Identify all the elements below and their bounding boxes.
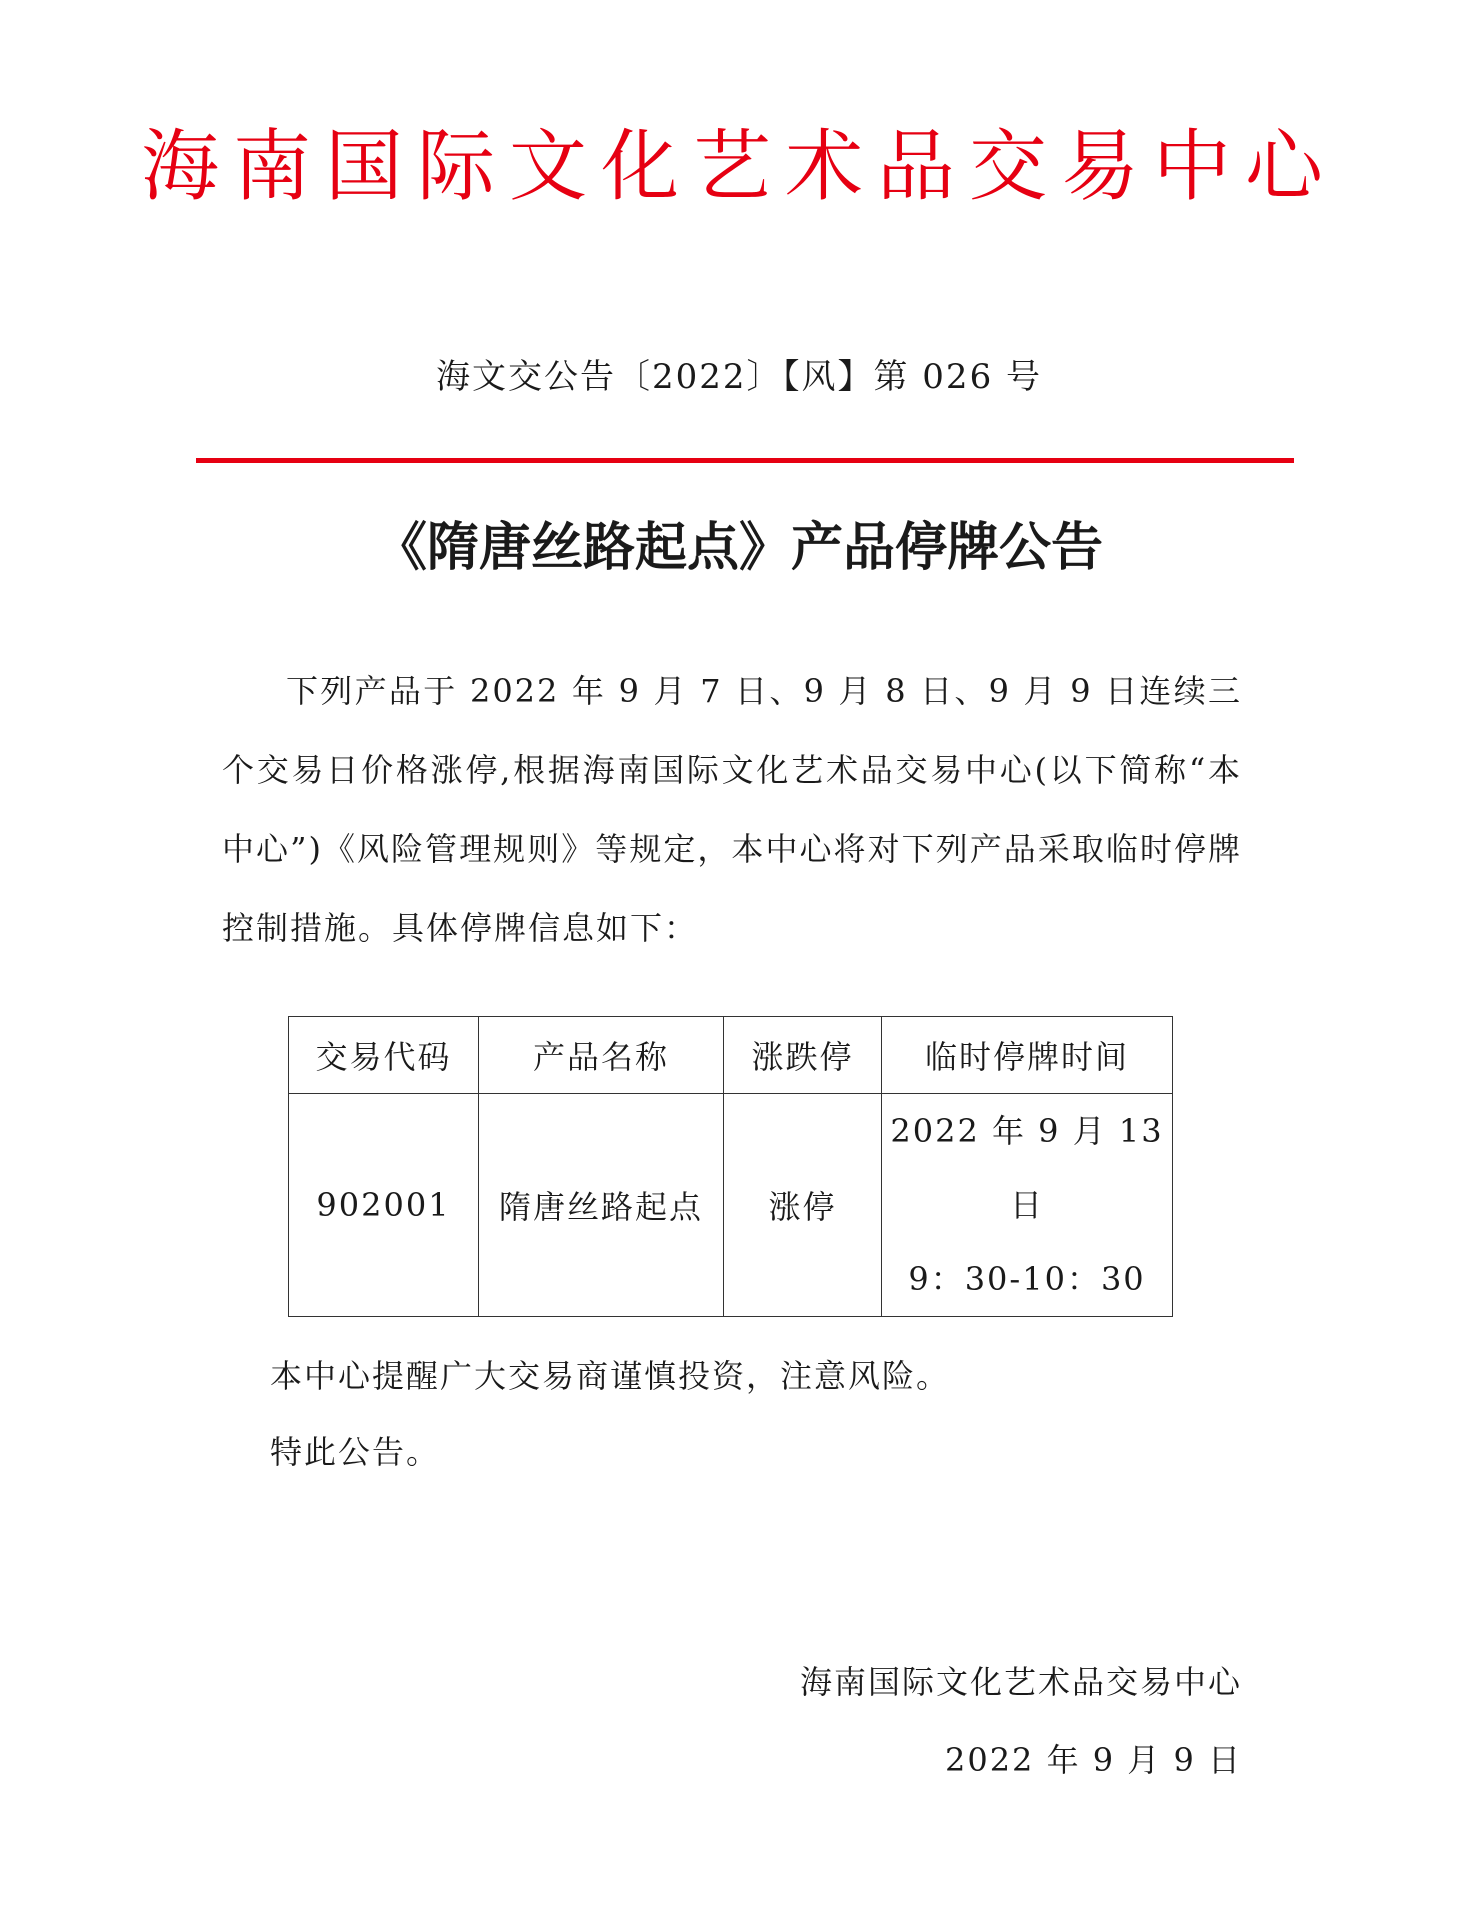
body-paragraph: 下列产品于 2022 年 9 月 7 日、9 月 8 日、9 月 9 日连续三个交易日价格涨停,根据海南国际文化艺术品交易中心(以下简称“本中心”)《风险管理规则》等规定，本中心将对下列产品采取临时停牌控制措施。具体停牌信息如下： <box>222 672 1242 947</box>
cell-halt-time <box>882 1094 1173 1317</box>
signature-date: 2022 年 9 月 9 日 <box>944 1741 1242 1779</box>
halt-period: 9：30-10：30 <box>908 1260 1146 1298</box>
halt-date: 2022 年 9 月 13 日 <box>890 1112 1164 1224</box>
halt-info-table <box>288 1016 1173 1317</box>
cell-price-limit: 涨停 <box>724 1094 882 1317</box>
document-title: 《隋唐丝路起点》产品停牌公告 <box>374 518 1103 578</box>
risk-reminder: 本中心提醒广大交易商谨慎投资，注意风险。 <box>270 1357 951 1395</box>
header-halt-time: 临时停牌时间 <box>882 1017 1173 1094</box>
document-number: 海文交公告〔2022〕【风】第 026 号 <box>435 357 1043 397</box>
letterhead-divider <box>196 458 1294 463</box>
header-price-limit: 涨跌停 <box>724 1017 882 1094</box>
cell-product-name: 隋唐丝路起点 <box>479 1094 724 1317</box>
header-trade-code: 交易代码 <box>289 1017 479 1094</box>
table-header-row <box>289 1017 1173 1094</box>
issuer-letterhead: 海南国际文化艺术品交易中心 <box>140 122 1337 212</box>
cell-trade-code: 902001 <box>289 1094 479 1317</box>
table-row <box>289 1094 1173 1317</box>
closing-statement: 特此公告。 <box>270 1433 441 1471</box>
signature-organization: 海南国际文化艺术品交易中心 <box>799 1663 1242 1701</box>
header-product-name: 产品名称 <box>479 1017 724 1094</box>
